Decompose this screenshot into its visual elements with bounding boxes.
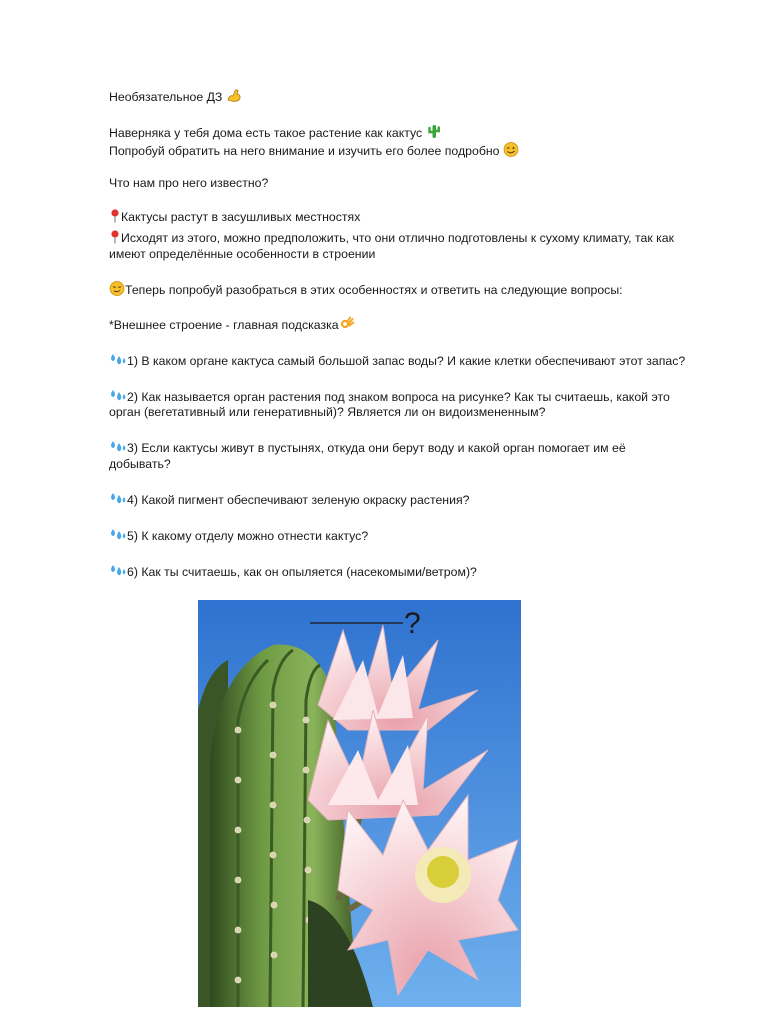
flexed-biceps-icon xyxy=(226,88,242,108)
ok-hand-icon xyxy=(339,316,355,336)
sweat-droplets-icon xyxy=(109,352,127,372)
question-mark-label: ? xyxy=(404,607,421,640)
question-5-text: 5) К какому отделу можно отнести кактус? xyxy=(127,529,369,543)
sweat-droplets-icon xyxy=(109,491,127,511)
intro-line-2 xyxy=(109,142,519,162)
question-6-text: 6) Как ты считаешь, как он опыляется (насекомыми/ветром)? xyxy=(127,565,477,579)
pin-icon xyxy=(109,209,121,228)
question-4-text: 4) Какой пигмент обеспечивают зеленую окраску растения? xyxy=(127,493,470,507)
question-1-text: 1) В каком органе кактуса самый большой запас воды? И какие клетки обеспечивают этот запас? xyxy=(127,354,686,368)
fact-2-text-1: Исходят из этого, можно предположить, что они отлично подготовлены к сухому климату, так как xyxy=(121,231,675,245)
question-6 xyxy=(109,563,477,583)
sweat-droplets-icon xyxy=(109,563,127,583)
hint-text: *Внешнее строение - главная подсказка xyxy=(109,318,339,332)
intro-text-1: Наверняка у тебя дома есть такое растение как кактус xyxy=(109,126,423,140)
intro-text-2: Попробуй обратить на него внимание и изучить его более подробно xyxy=(109,144,500,158)
intro-line-1 xyxy=(109,124,442,144)
question-3-line-1 xyxy=(109,439,626,459)
winking-face-icon xyxy=(503,142,519,162)
doc-title: Необязательное ДЗ xyxy=(109,90,223,104)
question-2-text-1: 2) Как называется орган растения под знаком вопроса на рисунке? Как ты считаешь, какой это xyxy=(127,390,670,404)
task-intro xyxy=(109,281,623,301)
cactus-flower-photo xyxy=(198,600,521,1007)
known-question: Что нам про него известно? xyxy=(109,176,269,190)
doc-title-line xyxy=(109,88,242,108)
question-3-text-1: 3) Если кактусы живут в пустынях, откуда они берут воду и какой орган помогает им её xyxy=(127,441,626,455)
fact-1 xyxy=(109,209,360,228)
hint-line xyxy=(109,316,355,336)
question-4 xyxy=(109,491,469,511)
fact-2-line-2: имеют определённые особенности в строении xyxy=(109,247,376,261)
face-icon xyxy=(109,281,125,301)
question-5 xyxy=(109,527,368,547)
cactus-icon xyxy=(426,124,442,144)
question-3-line-2: добывать? xyxy=(109,457,171,471)
fact-1-text: Кактусы растут в засушливых местностях xyxy=(121,210,361,224)
sweat-droplets-icon xyxy=(109,527,127,547)
task-intro-text: Теперь попробуй разобраться в этих особенностях и ответить на следующие вопросы: xyxy=(125,283,623,297)
question-2-line-2: орган (вегетативный или генеративный)? Является ли он видоизмененным? xyxy=(109,405,546,419)
question-1 xyxy=(109,352,685,372)
